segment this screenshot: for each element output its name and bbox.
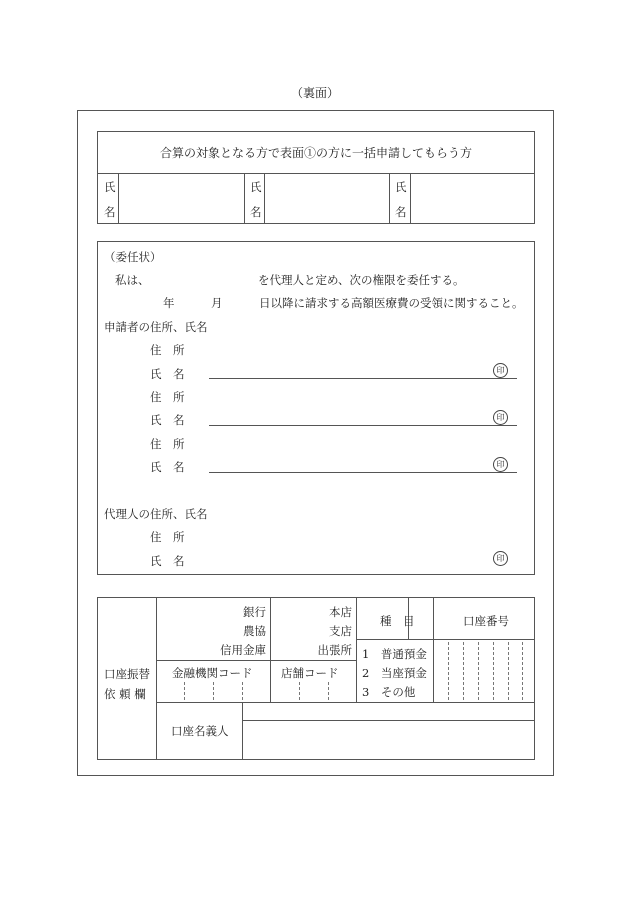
poa-line1-prefix: 私は、 xyxy=(115,273,150,287)
poa-scope-text: 日以降に請求する高額医療費の受領に関すること。 xyxy=(259,296,524,310)
poa-heading: （委任状） xyxy=(104,250,162,264)
batch-applicants-title: 合算の対象となる方で表面①の方に一括申請してもらう方 xyxy=(98,132,534,174)
bank-type-agri-coop: 農協 xyxy=(243,624,266,638)
applicant-name-line-1[interactable] xyxy=(209,378,517,379)
bank-code-field[interactable] xyxy=(157,682,269,701)
branch-name-field[interactable] xyxy=(275,604,320,656)
agent-address-label: 住 所 xyxy=(150,530,185,544)
name-field-1[interactable] xyxy=(118,173,119,224)
bank-code-label: 金融機関コード xyxy=(172,666,253,680)
name-label-bottom-2: 名 xyxy=(250,205,262,219)
seal-icon: 印 xyxy=(493,551,508,566)
divider xyxy=(356,598,357,702)
seal-icon: 印 xyxy=(493,410,508,425)
account-kind-header: 種 目 xyxy=(380,614,415,628)
transfer-request-label-1: 口座振替 xyxy=(104,667,150,681)
branch-code-field[interactable] xyxy=(271,682,355,701)
account-number-field[interactable] xyxy=(434,640,534,701)
applicant-name-label-3: 氏 名 xyxy=(150,460,185,474)
branch-code-label: 店舗コード xyxy=(281,666,339,680)
agent-name-field[interactable] xyxy=(153,270,253,286)
name-field-2[interactable] xyxy=(264,173,265,224)
divider xyxy=(389,173,390,224)
seal-icon: 印 xyxy=(493,457,508,472)
bank-transfer-section xyxy=(97,597,535,760)
applicant-heading: 申請者の住所、氏名 xyxy=(104,320,208,334)
divider xyxy=(156,598,157,760)
branch-type-main: 本店 xyxy=(329,605,352,619)
applicant-address-label-3: 住 所 xyxy=(150,437,185,451)
poa-line1-suffix: を代理人と定め、次の権限を委任する。 xyxy=(258,273,465,287)
divider xyxy=(156,702,535,703)
page-label: （裏面） xyxy=(290,86,339,100)
seal-icon: 印 xyxy=(493,363,508,378)
applicant-name-label-1: 氏 名 xyxy=(150,367,185,381)
kind-option-current[interactable]: 2 当座預金 xyxy=(362,666,427,680)
branch-type-office: 出張所 xyxy=(317,643,352,657)
kind-option-ordinary[interactable]: 1 普通預金 xyxy=(362,647,427,661)
account-number-header: 口座番号 xyxy=(463,614,509,628)
name-field-3[interactable] xyxy=(410,173,411,224)
applicant-name-line-3[interactable] xyxy=(209,472,517,473)
date-month-label: 月 xyxy=(211,296,223,310)
date-year-label: 年 xyxy=(163,296,175,310)
applicant-name-line-2[interactable] xyxy=(209,425,517,426)
bank-type-credit-union: 信用金庫 xyxy=(220,643,266,657)
account-holder-kana-field[interactable] xyxy=(243,704,534,719)
transfer-request-label-2: 依 頼 欄 xyxy=(104,687,146,701)
power-of-attorney-section xyxy=(97,241,535,575)
account-holder-name-field[interactable] xyxy=(243,721,534,759)
agent-name-label: 氏 名 xyxy=(150,554,185,568)
name-label-top-1: 氏 xyxy=(104,180,116,194)
name-label-top-2: 氏 xyxy=(250,180,262,194)
applicant-address-label-1: 住 所 xyxy=(150,343,185,357)
name-label-bottom-1: 名 xyxy=(104,205,116,219)
name-label-top-3: 氏 xyxy=(395,180,407,194)
divider xyxy=(156,660,356,661)
batch-applicants-section xyxy=(97,131,535,224)
account-holder-label: 口座名義人 xyxy=(171,724,229,738)
bank-type-bank: 銀行 xyxy=(243,605,266,619)
branch-type-branch: 支店 xyxy=(329,624,352,638)
kind-option-other[interactable]: 3 その他 xyxy=(362,685,416,699)
divider xyxy=(244,173,245,224)
agent-heading: 代理人の住所、氏名 xyxy=(104,507,208,521)
applicant-address-label-2: 住 所 xyxy=(150,390,185,404)
applicant-name-label-2: 氏 名 xyxy=(150,413,185,427)
bank-name-field[interactable] xyxy=(160,604,240,656)
name-label-bottom-3: 名 xyxy=(395,205,407,219)
